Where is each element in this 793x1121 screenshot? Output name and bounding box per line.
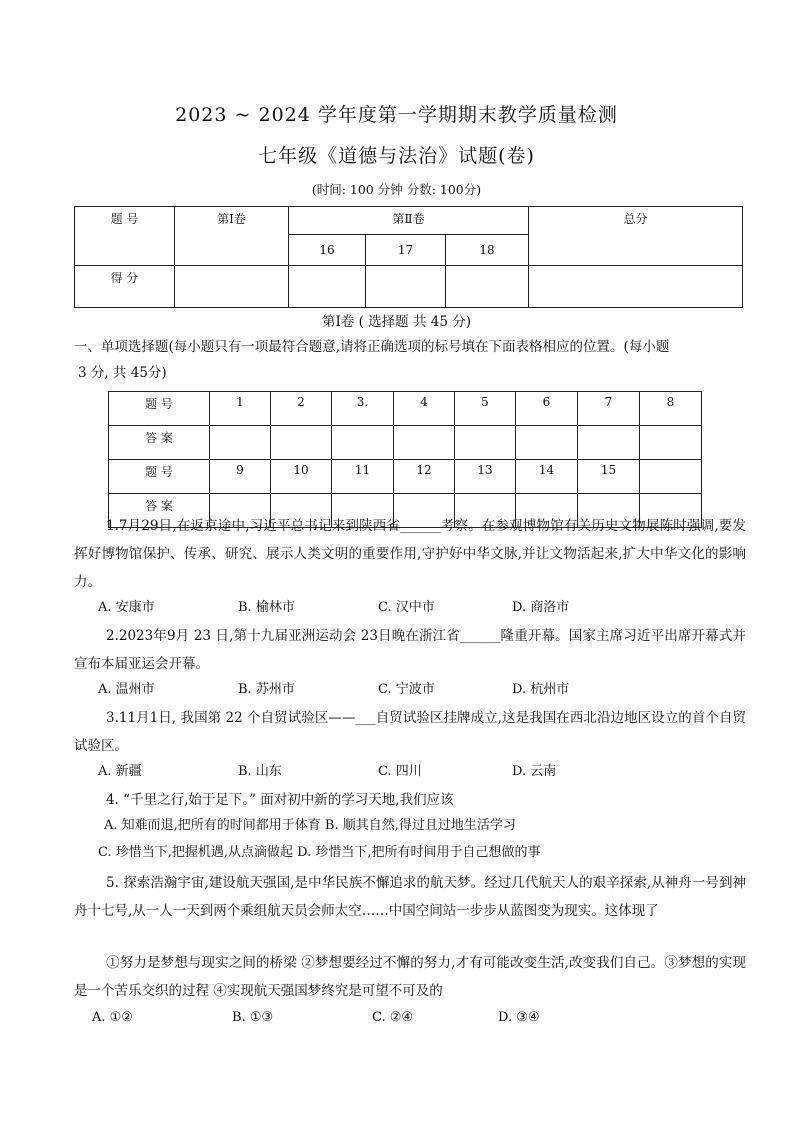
answer-num-blank [640,460,702,494]
q5-option-a[interactable]: A. ①② [92,1010,133,1025]
answer-num-12: 12 [394,460,455,494]
answer-table [108,391,702,528]
answer-num-4: 4 [394,392,455,426]
question-2-text: 2.2023年9月 23 日,第十九届亚洲运动会 23日晚在浙江省______隆重开幕。国家主席习近平出席开幕式并宣布本届亚运会开幕。 [74,628,746,672]
score-cell-part1[interactable] [175,266,289,308]
exam-title-line1: 2023 ~ 2024 学年度第一学期期末教学质量检测 [175,104,618,126]
answer-num-9: 9 [210,460,271,494]
q2-option-d[interactable]: D. 杭州市 [512,682,570,697]
answer-num-1: 1 [210,392,271,426]
answer-num-10: 10 [271,460,332,494]
exam-title-line2: 七年级《道德与法治》试题(卷) [258,145,535,167]
q3-option-a[interactable]: A. 新疆 [98,764,142,779]
q5-option-c[interactable]: C. ②④ [372,1010,414,1025]
score-cell-17[interactable] [366,266,446,308]
answer-cell[interactable] [455,426,516,460]
question-5-statements: ①努力是梦想与现实之间的桥梁 ②梦想要经过不懈的努力,才有可能改变生活,改变我们自己。③梦想的实现是一个苦乐交织的过程 ④实现航天强国梦终究是可望不可及的 [74,955,746,999]
q4-options-ab[interactable]: A. 知难而退,把所有的时间都用于体育 B. 顺其自然,得过且过地生活学习 [104,818,516,833]
q5-option-b[interactable]: B. ①③ [232,1010,274,1025]
answer-cell[interactable] [640,426,702,460]
answer-num-13: 13 [455,460,516,494]
time-score-info: (时间: 100 分钟 分数: 100分) [311,182,482,197]
answer-cell[interactable] [516,426,578,460]
q2-option-c[interactable]: C. 宁波市 [378,682,435,697]
question-3-text: 3.11月1日, 我国第 22 个自贸试验区——___自贸试验区挂牌成立,这是我国在西北沿边地区设立的首个自贸试验区。 [74,710,746,754]
answer-cell[interactable] [332,426,394,460]
q2-option-b[interactable]: B. 苏州市 [238,682,295,697]
q3-option-d[interactable]: D. 云南 [512,764,557,779]
q2-option-a[interactable]: A. 温州市 [98,682,155,697]
instructions-line2: 3 分, 共 45分) [78,365,167,381]
q3-option-c[interactable]: C. 四川 [378,764,422,779]
answer-num-14: 14 [516,460,578,494]
section1-title: 第Ⅰ卷 ( 选择题 共 45 分) [321,314,471,330]
score-table-col-16: 16 [289,235,366,266]
answer-table-num-label: 题 号 [109,460,210,494]
answer-table-ans-label: 答 案 [109,426,210,460]
answer-cell[interactable] [394,426,455,460]
score-table-col-18: 18 [446,235,529,266]
q3-option-b[interactable]: B. 山东 [238,764,282,779]
answer-num-5: 5 [455,392,516,426]
q1-option-c[interactable]: C. 汉中市 [378,600,435,615]
score-table-total-header: 总分 [529,207,743,266]
answer-cell[interactable] [271,426,332,460]
score-table-col-17: 17 [366,235,446,266]
score-table-part1-header: 第Ⅰ卷 [175,207,289,266]
question-1-text: 1.7月29日,在返京途中,习近平总书记来到陕西省______考察。在参观博物馆有关历史文物展陈时强调,要发挥好博物馆保护、传承、研究、展示人类文明的重要作用,守护好中华文脉,并让文物活起来,扩大中华文化的影响力。 [74,518,746,590]
answer-num-2: 2 [271,392,332,426]
score-table-score-label: 得 分 [75,266,175,308]
answer-cell[interactable] [210,426,271,460]
answer-num-8: 8 [640,392,702,426]
answer-num-15: 15 [578,460,640,494]
q4-options-cd[interactable]: C. 珍惜当下,把握机遇,从点滴做起 D. 珍惜当下,把所有时间用于自己想做的事 [98,845,541,860]
answer-table-ans-label: 答 案 [109,494,210,528]
answer-num-3: 3. [332,392,394,426]
answer-num-7: 7 [578,392,640,426]
answer-table-num-label: 题 号 [109,392,210,426]
answer-num-6: 6 [516,392,578,426]
instructions-line1: 一、单项选择题(每小题只有一项最符合题意,请将正确选项的标号填在下面表格相应的位置。(每小题 [74,339,670,355]
q5-option-d[interactable]: D. ③④ [498,1010,540,1025]
score-table [74,206,743,308]
answer-num-11: 11 [332,460,394,494]
score-cell-total[interactable] [529,266,743,308]
score-cell-16[interactable] [289,266,366,308]
score-cell-18[interactable] [446,266,529,308]
q1-option-a[interactable]: A. 安康市 [98,600,155,615]
question-5-text: 5. 探索浩瀚宇宙,建设航天强国,是中华民族不懈追求的航天梦。经过几代航天人的艰辛探索,从神舟一号到神舟十七号,从一人一天到两个乘组航天员会师太空……中国空间站一步步从蓝图变为现实。这体现了 [74,875,746,919]
answer-cell[interactable] [578,426,640,460]
q1-option-d[interactable]: D. 商洛市 [512,600,570,615]
score-table-part2-header: 第Ⅱ卷 [289,207,529,235]
score-table-question-label: 题 号 [75,207,175,266]
question-4-text: 4. “千里之行,始于足下。” 面对初中新的学习天地,我们应该 [106,792,454,808]
q1-option-b[interactable]: B. 榆林市 [238,600,295,615]
